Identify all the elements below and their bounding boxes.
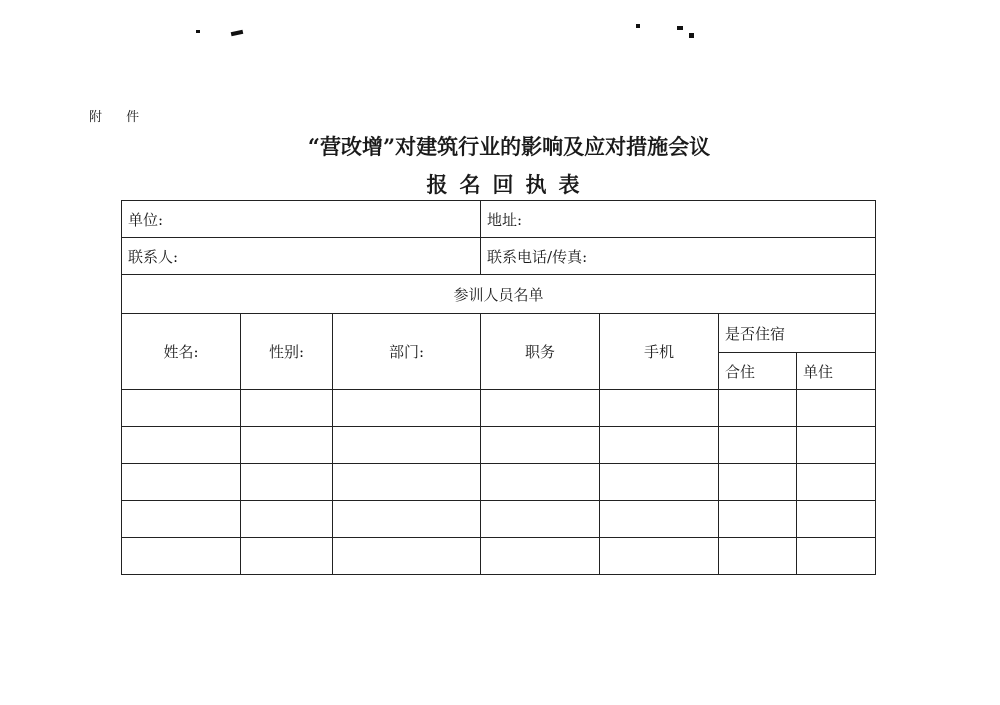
name-cell[interactable]	[122, 501, 241, 538]
mobile-cell[interactable]	[600, 538, 719, 575]
registration-form-table	[121, 200, 876, 575]
contact-field[interactable]	[122, 238, 481, 275]
mobile-cell[interactable]	[600, 464, 719, 501]
shared-room-cell[interactable]	[719, 390, 797, 427]
department-column-header: 部门:	[333, 314, 481, 390]
column-header-row	[122, 314, 876, 353]
attendee-row	[122, 501, 876, 538]
shared-room-cell[interactable]	[719, 464, 797, 501]
position-cell[interactable]	[481, 427, 600, 464]
document-title: “营改增”对建筑行业的影响及应对措施会议	[307, 134, 711, 159]
single-room-header: 单住	[797, 353, 876, 390]
mobile-cell[interactable]	[600, 427, 719, 464]
position-cell[interactable]	[481, 464, 600, 501]
name-cell[interactable]	[122, 427, 241, 464]
department-cell[interactable]	[333, 464, 481, 501]
name-cell[interactable]	[122, 390, 241, 427]
gender-cell[interactable]	[241, 427, 333, 464]
attendee-row	[122, 464, 876, 501]
position-cell[interactable]	[481, 390, 600, 427]
unit-label: 单位:	[128, 210, 164, 229]
gender-column-header: 性别:	[241, 314, 333, 390]
single-room-cell[interactable]	[797, 501, 876, 538]
position-column-header: 职务	[481, 314, 600, 390]
unit-address-row	[122, 201, 876, 238]
scan-speck	[677, 26, 683, 30]
shared-room-cell[interactable]	[719, 538, 797, 575]
attendee-row	[122, 427, 876, 464]
mobile-column-header: 手机	[600, 314, 719, 390]
single-room-cell[interactable]	[797, 464, 876, 501]
attendee-row	[122, 390, 876, 427]
attendee-rows	[122, 390, 876, 575]
mobile-cell[interactable]	[600, 501, 719, 538]
mobile-cell[interactable]	[600, 390, 719, 427]
shared-room-header: 合住	[719, 353, 797, 390]
department-cell[interactable]	[333, 427, 481, 464]
scan-speck	[689, 33, 694, 38]
shared-room-cell[interactable]	[719, 501, 797, 538]
gender-cell[interactable]	[241, 390, 333, 427]
contact-row	[122, 238, 876, 275]
position-cell[interactable]	[481, 538, 600, 575]
single-room-cell[interactable]	[797, 427, 876, 464]
roster-heading-row	[122, 275, 876, 314]
contact-label: 联系人:	[128, 247, 179, 266]
name-cell[interactable]	[122, 538, 241, 575]
department-cell[interactable]	[333, 390, 481, 427]
single-room-cell[interactable]	[797, 538, 876, 575]
gender-cell[interactable]	[241, 464, 333, 501]
scan-speck	[196, 30, 200, 33]
phone-fax-field[interactable]	[481, 238, 876, 275]
name-cell[interactable]	[122, 464, 241, 501]
scan-speck	[636, 24, 640, 28]
name-column-header: 姓名:	[122, 314, 241, 390]
scan-speck	[231, 30, 244, 36]
single-room-cell[interactable]	[797, 390, 876, 427]
lodging-column-header: 是否住宿	[719, 314, 876, 353]
unit-field[interactable]	[122, 201, 481, 238]
attendee-row	[122, 538, 876, 575]
gender-cell[interactable]	[241, 501, 333, 538]
address-field[interactable]	[481, 201, 876, 238]
position-cell[interactable]	[481, 501, 600, 538]
attachment-label: 附 件	[89, 110, 150, 125]
department-cell[interactable]	[333, 538, 481, 575]
phone-fax-label: 联系电话/传真:	[487, 247, 588, 266]
document-subtitle: 报名回执表	[426, 172, 592, 197]
department-cell[interactable]	[333, 501, 481, 538]
shared-room-cell[interactable]	[719, 427, 797, 464]
gender-cell[interactable]	[241, 538, 333, 575]
roster-heading: 参训人员名单	[122, 275, 876, 314]
address-label: 地址:	[487, 210, 523, 229]
